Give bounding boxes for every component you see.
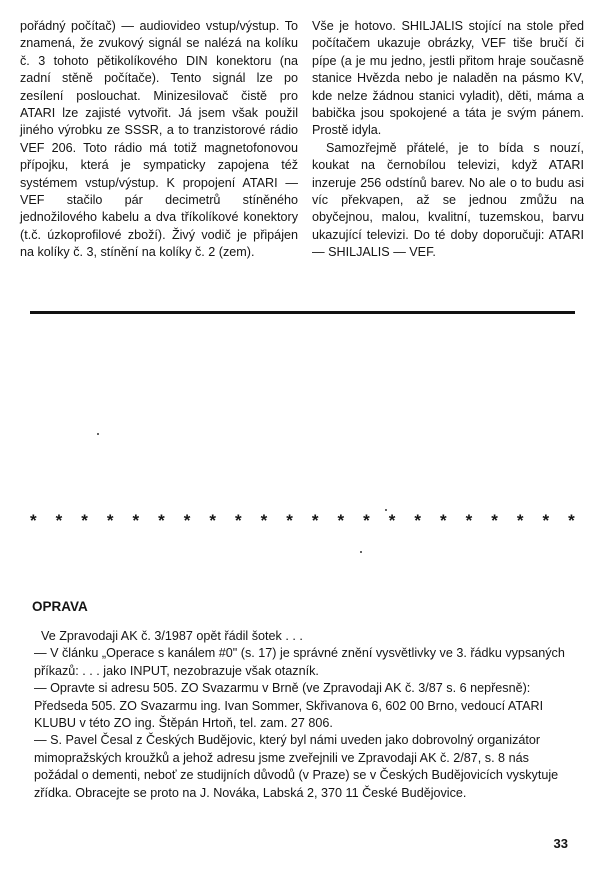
page-number: 33 [553, 836, 568, 851]
star-glyph: * [183, 511, 191, 530]
star-glyph: * [440, 511, 447, 530]
left-column [20, 18, 298, 262]
oprava-paragraph-1: Ve Zpravodaji AK č. 3/1987 opět řádil šotek . . . [41, 629, 303, 643]
star-glyph: * [388, 511, 396, 530]
star-glyph: * [542, 511, 550, 530]
star-glyph: * [568, 511, 575, 530]
horizontal-rule [30, 311, 575, 314]
star-glyph: * [491, 511, 498, 530]
print-speck [97, 433, 99, 435]
star-glyph: * [286, 511, 293, 530]
star-separator [30, 511, 575, 531]
oprava-paragraph-2: — V článku „Operace s kanálem #0" (s. 17) je správné znění vysvětlivky ve 3. řádku vypsaných příkazů: . . . jako INPUT, nezobrazuje však otazník. [34, 646, 565, 678]
star-glyph: * [260, 511, 268, 530]
star-glyph: * [414, 511, 421, 530]
star-glyph: * [465, 511, 473, 530]
star-glyph: * [81, 511, 88, 530]
oprava-body [34, 628, 574, 802]
star-glyph: * [106, 511, 114, 530]
star-glyph: * [516, 511, 524, 530]
print-speck [360, 551, 362, 553]
star-glyph: * [158, 511, 165, 530]
oprava-heading: OPRAVA [32, 599, 88, 614]
left-paragraph-1: pořádný počítač) — audiovideo vstup/výstup. To znamená, že zvukový signál se nalézá na kolíku č. 3 tohoto pětikolíkového DIN konektoru (na zadní stěně počítače). Tento signál lze po zesílení poslouchat. Minizesilovač čistě pro ATARI lze zajisté vytvořit. Já jsem však použil jiného výrobku ze SSSR, a to tranzistorové rádio VEF 206. Toto rádio má totiž magnetofonovou přípojku, která je sympaticky zapojena též systémem vstup/výstup. K propojení ATARI — VEF stačilo pár decimetrů stíněného jednožilového kabelu a dva tříkolíkové konektory (t.č. úzkoprofilové zboží). Živý vodič je připájen na kolíky č. 3, stínění na kolíky č. 2 (zem). [20, 19, 298, 260]
star-glyph: * [132, 511, 140, 530]
star-glyph: * [209, 511, 216, 530]
star-glyph: * [55, 511, 63, 530]
right-paragraph-2: Samozřejmě přátelé, je to bída s nouzí, koukat na černobílou televizi, když ATARI inzeruje 256 odstínů barev. No ale o to budu asi víc překvapen, až se jednou zmůžu na obyčejnou, malou, kvalitní, tuzemskou, barvu ukazující televizi. Do té doby doporučuji: ATARI — SHILJALIS — VEF. [312, 140, 584, 260]
right-column [312, 18, 584, 262]
star-glyph: * [311, 511, 319, 530]
right-paragraph-1: Vše je hotovo. SHILJALIS stojící na stole před počítačem ukazuje obrázky, VEF tiše bručí či pípe (a je mu jedno, jestli přitom hraje současně stanice Hvězda nebo je naladěn na pásmo KV, kde nelze žádnou stanici vyladit), děti, máma a babička jsou spokojené a táta je svým pánem. Prostě idyla. [312, 19, 584, 138]
star-glyph: * [30, 511, 37, 530]
star-glyph: * [337, 511, 345, 530]
oprava-paragraph-4: — S. Pavel Česal z Českých Budějovic, který byl námi uveden jako dobrovolný organizátor mimopražských kroužků a jehož adresu jsme zveřejnili ve Zpravodaji AK č. 2/87, s. 8 nás požádal o dementi, neboť ze studijních důvodů (v Praze) se v Českých Budějovicích vyskytuje zřídka. Obracejte se proto na J. Nováka, Labská 2, 370 11 České Budějovice. [34, 733, 559, 800]
oprava-paragraph-3: — Opravte si adresu 505. ZO Svazarmu v Brně (ve Zpravodaji AK č. 3/87 s. 6 nepřesně): Předseda 505. ZO Svazarmu ing. Ivan Sommer, Skřivanova 6, 602 00 Brno, vedoucí ATARI KLUBU v této ZO ing. Štěpán Hrtoň, tel. zam. 27 806. [34, 681, 544, 731]
star-glyph: * [235, 511, 242, 530]
star-glyph: * [363, 511, 370, 530]
